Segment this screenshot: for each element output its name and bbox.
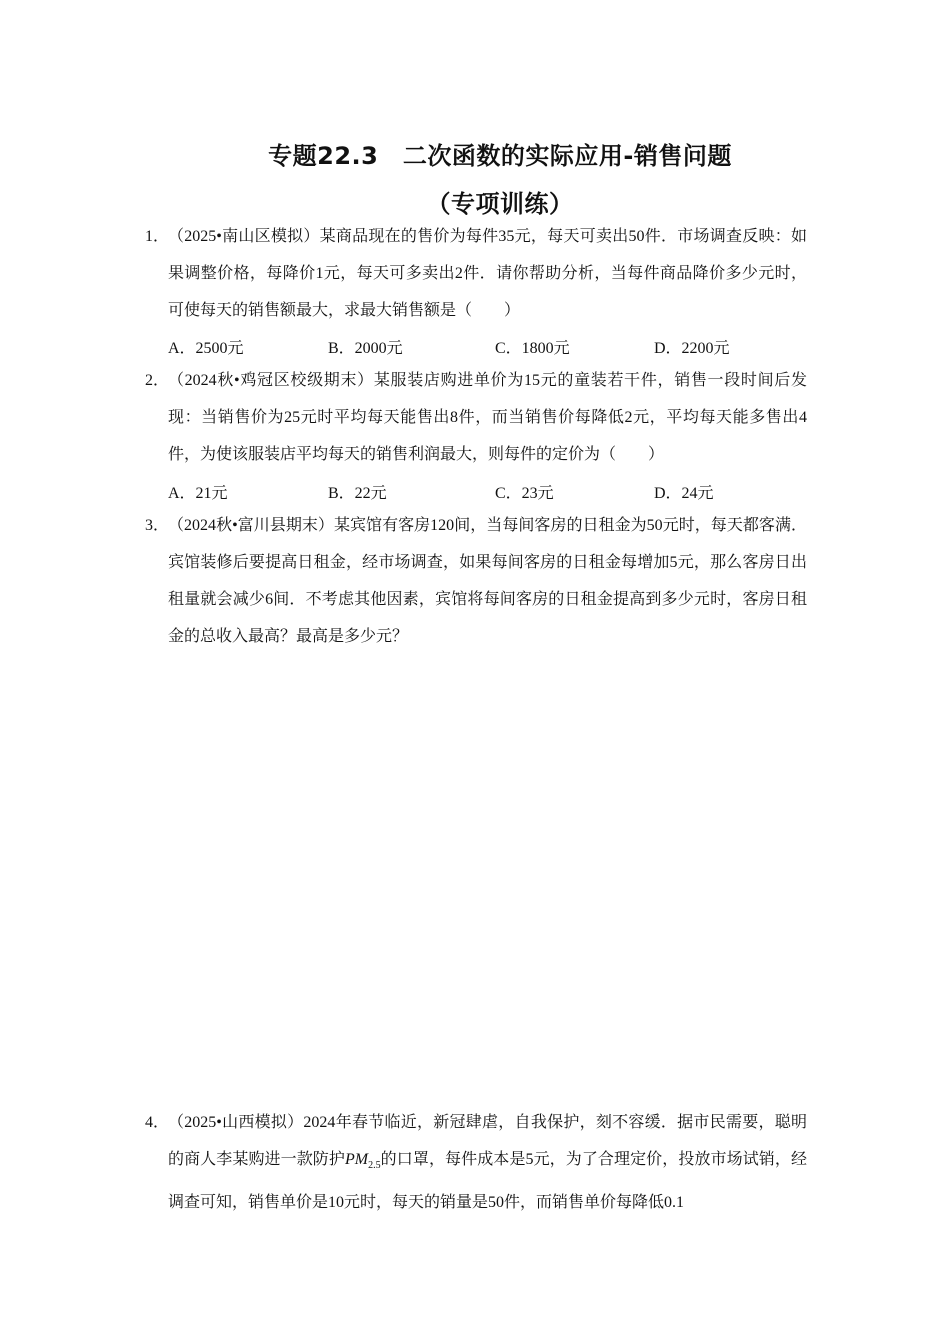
question-text [168, 1104, 807, 1221]
question-number: 1． [145, 228, 170, 245]
question-text: （2024秋•富川县期末）某宾馆有客房120间，当每间客房的日租金为50元时，每天都客满．宾馆装修后要提高日租金，经市场调查，如果每间客房的日租金每增加5元，那么客房日出租量就会减少6间．不考虑其他因素，宾馆将每间客房的日租金提高到多少元时，客房日租金的总收入最高？最高是多少元？ [168, 517, 807, 645]
question-3 [145, 507, 807, 655]
option-c: C．23元 [495, 485, 554, 502]
question-2 [145, 362, 807, 473]
pm-formula [344, 1151, 381, 1172]
question-number: 2． [145, 372, 170, 389]
option-d: D．2200元 [654, 340, 730, 357]
question-text: （2024秋•鸡冠区校级期末）某服装店购进单价为15元的童装若干件，销售一段时间后发现：当销售价为25元时平均每天能售出8件，而当销售价每降低2元，平均每天能多售出4件，为使该服装店平均每天的销售利润最大，则每件的定价为（ ） [168, 372, 807, 463]
page-subtitle: （专项训练） [426, 190, 574, 218]
question-number: 4． [145, 1114, 170, 1131]
option-b: B．22元 [328, 485, 387, 502]
option-a: A．21元 [168, 485, 228, 502]
question-text: （2025•南山区模拟）某商品现在的售价为每件35元，每天可卖出50件．市场调查反映：如果调整价格，每降价1元，每天可多卖出2件．请你帮助分析，当每件商品降价多少元时，可使每天的销售额最大，求最大销售额是（ ） [168, 228, 807, 319]
question-4 [145, 1104, 807, 1221]
page-title: 专题22.3 二次函数的实际应用-销售问题 [268, 142, 732, 170]
pm-main: PM [344, 1151, 369, 1168]
question-text-part-2: 的口罩，每件成本是5元，为了合理定价，投放市场试销，经调查可知，销售单价是10元时，每天的销量是50件，而销售单价每降低0.1 [168, 1151, 807, 1212]
option-c: C．1800元 [495, 340, 570, 357]
option-d: D．24元 [654, 485, 714, 502]
question-number: 3． [145, 517, 170, 534]
question-2-options [168, 480, 808, 504]
option-a: A．2500元 [168, 340, 244, 357]
pm-subscript: 2.5 [368, 1160, 381, 1172]
option-b: B．2000元 [328, 340, 403, 357]
question-1 [145, 218, 807, 329]
question-1-options [168, 335, 808, 359]
question-text-part-1: （2025•山西模拟）2024年春节临近，新冠肆虐，自我保护，刻不容缓．据市民需要，聪明的商人李某购进一款防护 [168, 1114, 807, 1168]
